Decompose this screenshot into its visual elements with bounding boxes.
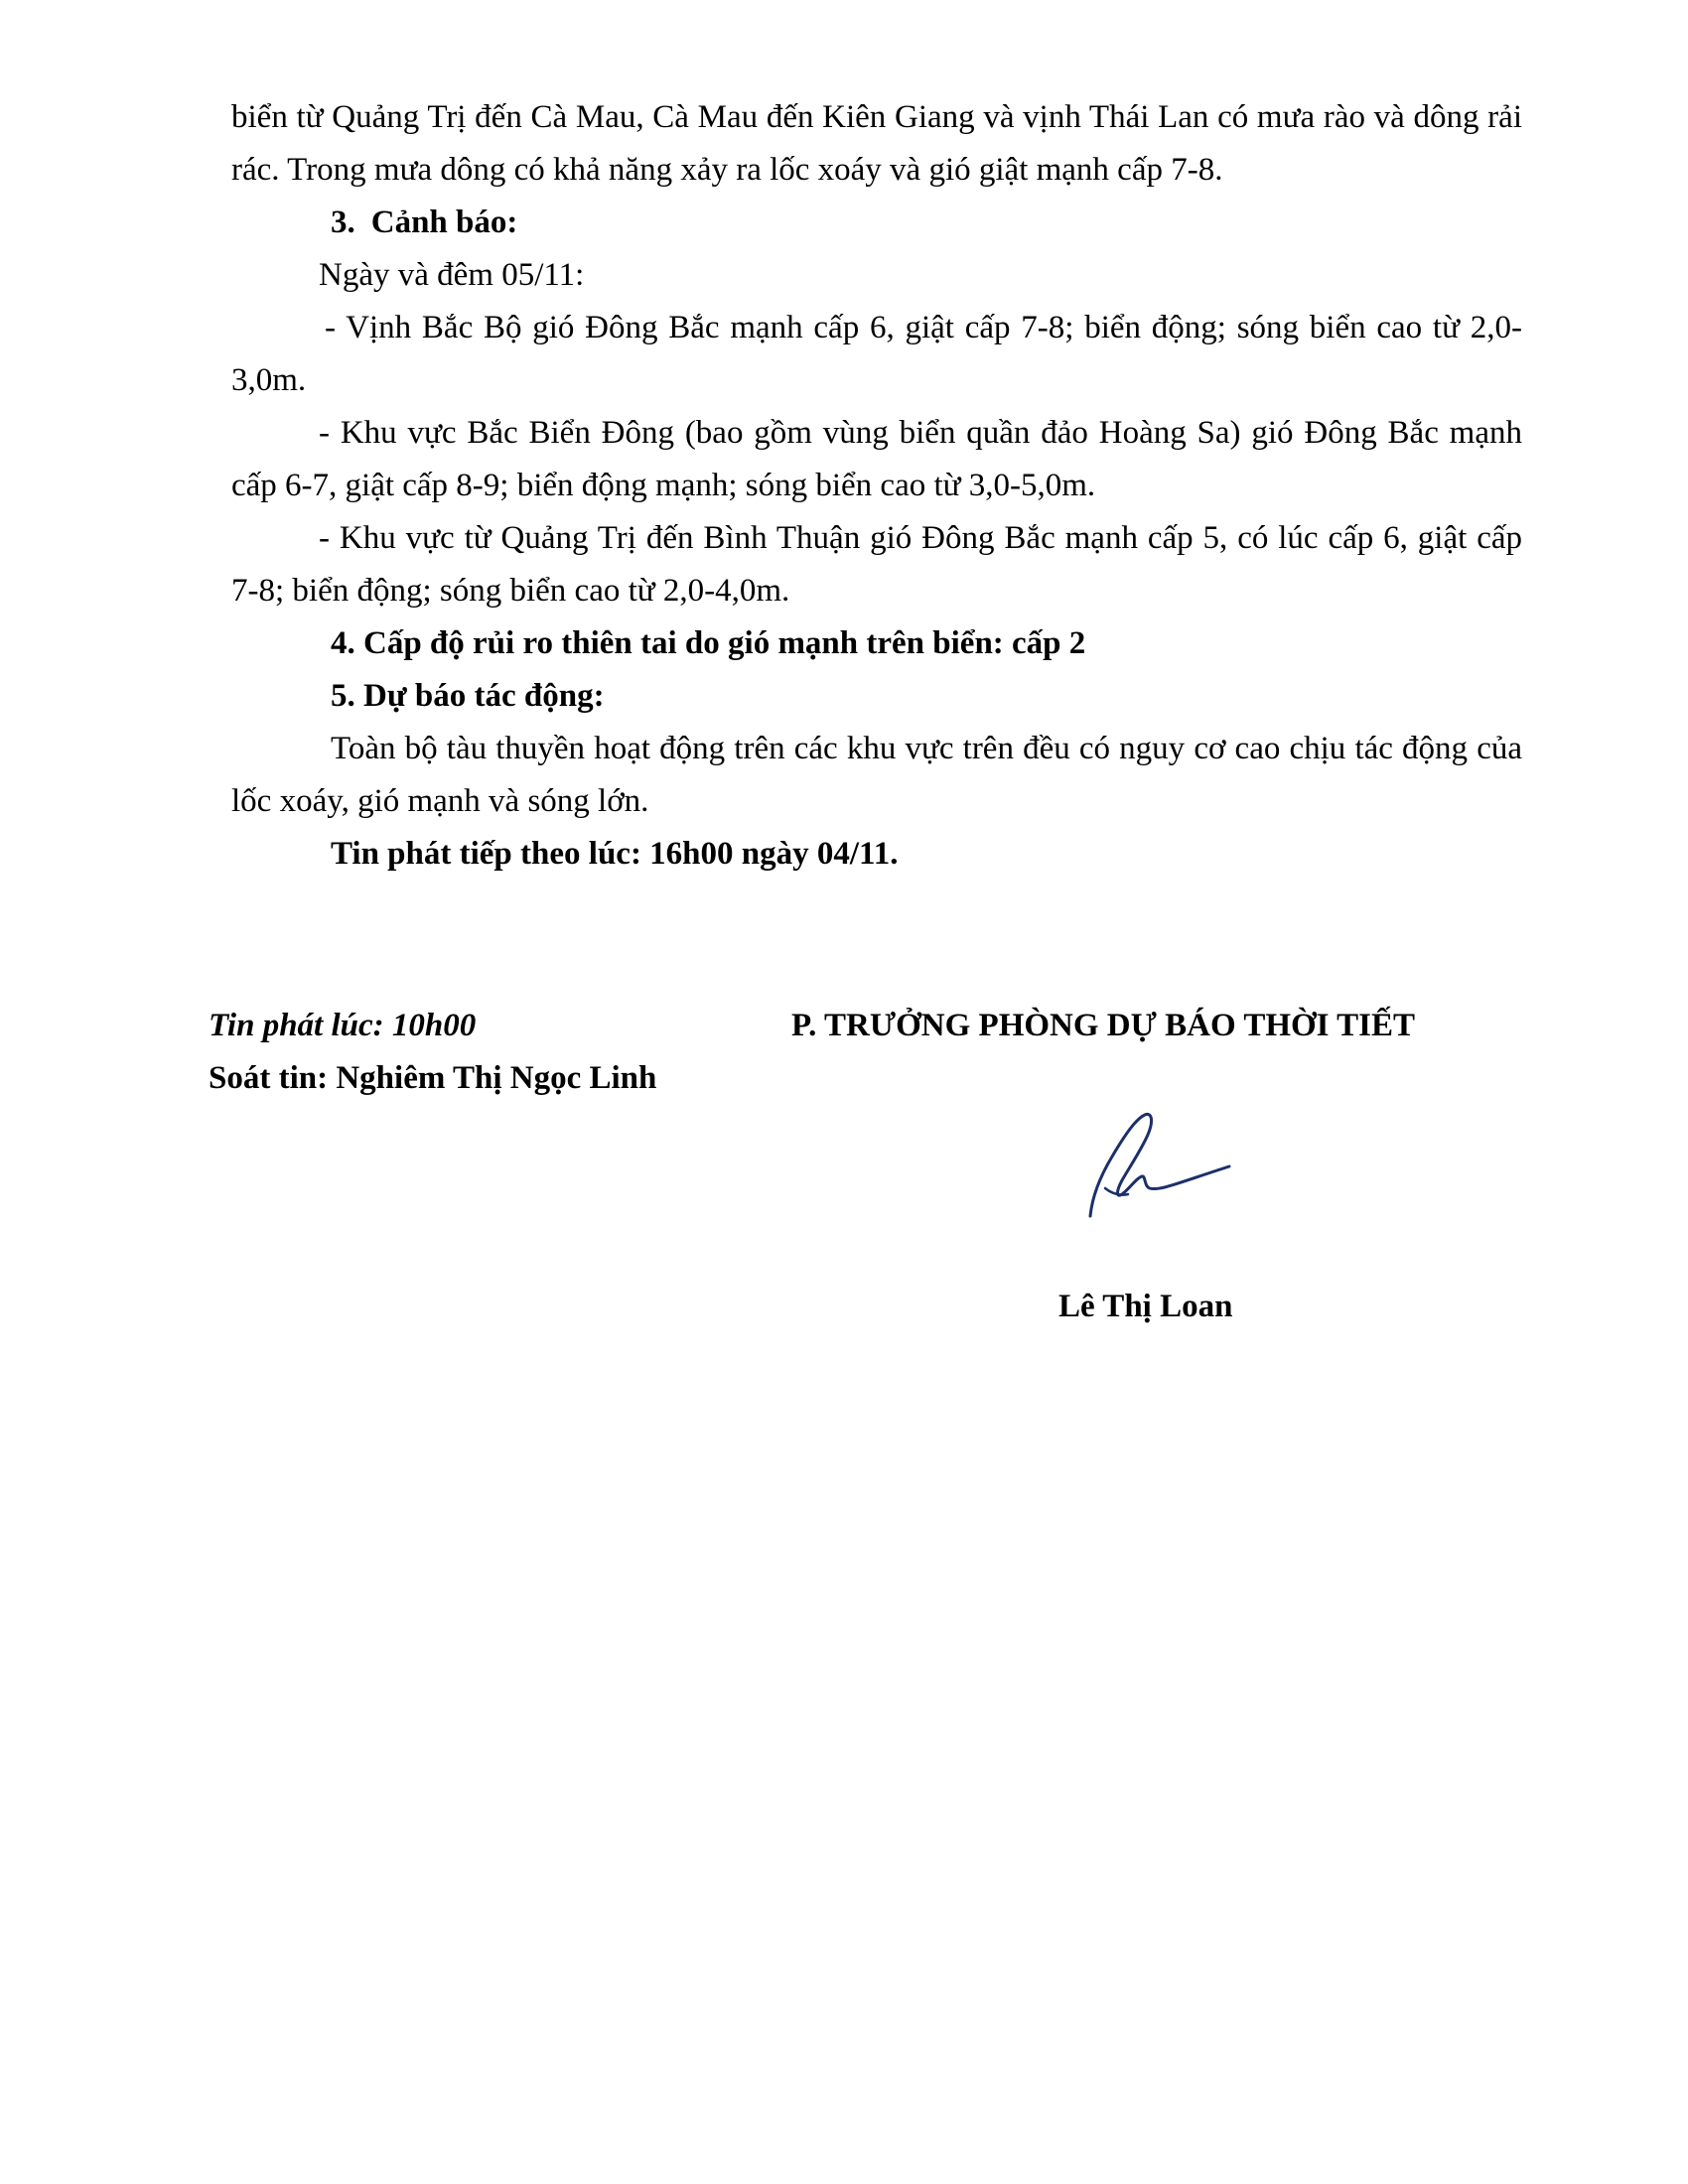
signature-image [1070,1097,1249,1236]
section-3-number: 3. [331,205,355,240]
warning-date: Ngày và đêm 05/11: [319,257,585,293]
section-4-heading: 4. Cấp độ rủi ro thiên tai do gió mạnh trên biển: cấp 2 [331,625,1086,661]
warning-item-gulf-of-tonkin: - Vịnh Bắc Bộ gió Đông Bắc mạnh cấp 6, giật cấp 7-8; biển động; sóng biển cao từ 2,0-3,0m. [231,310,1522,398]
section-5-heading: 5. Dự báo tác động: [331,678,605,714]
checker-name: Soát tin: Nghiêm Thị Ngọc Linh [209,1060,657,1096]
section-3-heading [231,197,1522,249]
warning-item-quang-tri-binh-thuan: - Khu vực từ Quảng Trị đến Bình Thuận gió Đông Bắc mạnh cấp 5, có lúc cấp 6, giật cấp 7-8; biển động; sóng biển cao từ 2,0-4,0m. [231,520,1522,609]
signer-name: Lê Thị Loan [1058,1289,1233,1324]
intro-paragraph: biển từ Quảng Trị đến Cà Mau, Cà Mau đến Kiên Giang và vịnh Thái Lan có mưa rào và dông rải rác. Trong mưa dông có khả năng xảy ra lốc xoáy và gió giật mạnh cấp 7-8. [231,99,1522,188]
signer-title: P. TRƯỞNG PHÒNG DỰ BÁO THỜI TIẾT [791,1008,1416,1043]
next-bulletin-time: Tin phát tiếp theo lúc: 16h00 ngày 04/11. [331,836,899,872]
section-3-title: Cảnh báo: [370,205,518,240]
bulletin-body [231,91,1522,881]
warning-item-north-east-sea: - Khu vực Bắc Biển Đông (bao gồm vùng biển quần đảo Hoàng Sa) gió Đông Bắc mạnh cấp 6-7, giật cấp 8-9; biển động mạnh; sóng biển cao từ 3,0-5,0m. [231,415,1522,503]
issued-time: Tin phát lúc: 10h00 [209,1008,477,1043]
impact-forecast-text: Toàn bộ tàu thuyền hoạt động trên các khu vực trên đều có nguy cơ cao chịu tác động của lốc xoáy, gió mạnh và sóng lớn. [231,731,1522,819]
issue-info [209,1000,656,1105]
